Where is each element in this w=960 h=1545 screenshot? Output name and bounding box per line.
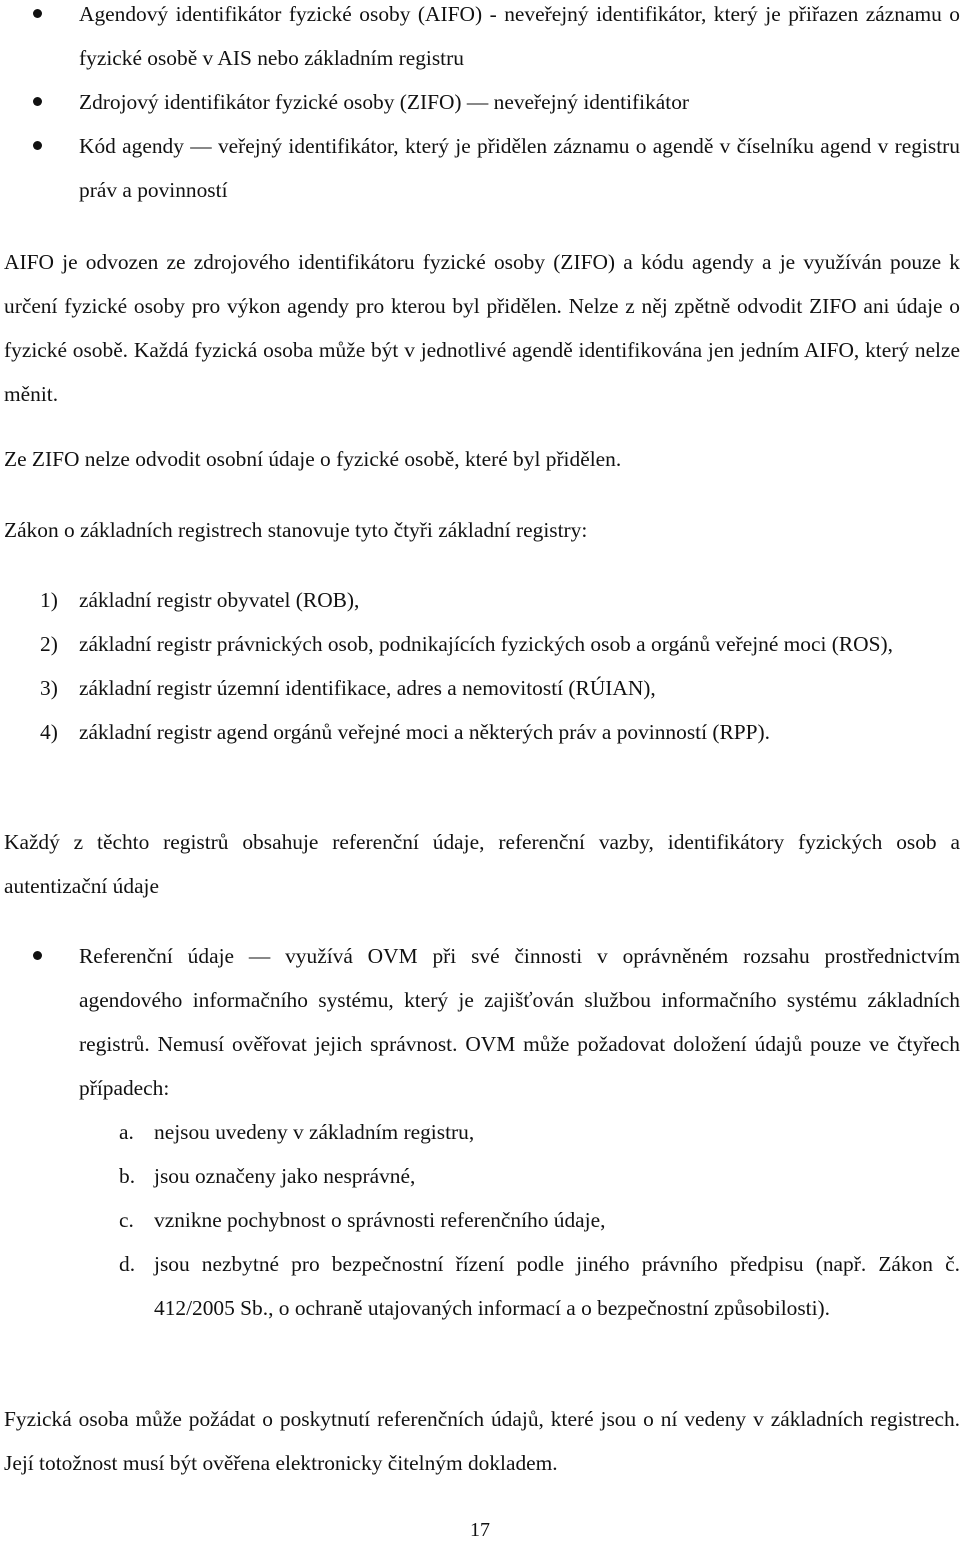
paragraph-zakon: Zákon o základních registrech stanovuje tyto čtyři základní registry: bbox=[4, 518, 588, 542]
registry-list bbox=[0, 578, 960, 754]
list-item bbox=[0, 124, 960, 212]
list-text: základní registr územní identifikace, adres a nemovitostí (RÚIAN), bbox=[79, 676, 656, 700]
list-letter: b. bbox=[119, 1164, 136, 1188]
bullet-text: Zdrojový identifikátor fyzické osoby (ZIFO) — neveřejný identifikátor bbox=[79, 90, 690, 114]
paragraph-aifo: AIFO je odvozen ze zdrojového identifikátoru fyzické osoby (ZIFO) a kódu agendy a je využíván pouze k určení fyzické osoby pro výkon agendy pro kterou byl přidělen. Nelze z něj zpětně odvodit ZIFO ani údaje o fyzické osobě. Každá fyzická osoba může být v jednotlivé agendě identifikována jen jedním AIFO, který nelze měnit. bbox=[4, 250, 960, 406]
list-item bbox=[0, 578, 960, 622]
list-item bbox=[0, 934, 960, 1330]
list-number: 4) bbox=[40, 720, 58, 744]
bullet-icon bbox=[33, 141, 42, 150]
bullet-text: Kód agendy — veřejný identifikátor, který je přidělen záznamu o agendě v číselníku agend v registru práv a povinností bbox=[79, 134, 960, 202]
bullet-icon bbox=[33, 97, 42, 106]
paragraph-zifo: Ze ZIFO nelze odvodit osobní údaje o fyzické osobě, které byl přidělen. bbox=[4, 447, 622, 471]
list-text: jsou nezbytné pro bezpečnostní řízení podle jiného právního předpisu (např. Zákon č. 412/2005 Sb., o ochraně utajovaných informací a o bezpečnostní způsobilosti). bbox=[154, 1252, 960, 1320]
identifier-bullet-list bbox=[0, 0, 960, 212]
list-item bbox=[79, 1110, 960, 1154]
list-text: základní registr obyvatel (ROB), bbox=[79, 588, 360, 612]
list-number: 1) bbox=[40, 588, 58, 612]
reference-data-bullet-list bbox=[0, 934, 960, 1330]
list-item bbox=[0, 666, 960, 710]
bullet-icon bbox=[33, 9, 42, 18]
list-letter: a. bbox=[119, 1120, 134, 1144]
list-item bbox=[0, 622, 960, 666]
list-letter: d. bbox=[119, 1252, 136, 1276]
page-number: 17 bbox=[470, 1519, 490, 1541]
list-text: vznikne pochybnost o správnosti referenčního údaje, bbox=[154, 1208, 606, 1232]
bullet-icon bbox=[33, 951, 42, 960]
paragraph-kazdy: Každý z těchto registrů obsahuje referenční údaje, referenční vazby, identifikátory fyzických osob a autentizační údaje bbox=[4, 830, 960, 898]
list-text: jsou označeny jako nesprávné, bbox=[154, 1164, 416, 1188]
list-item bbox=[0, 0, 960, 80]
paragraph-fyzicka-osoba: Fyzická osoba může požádat o poskytnutí referenčních údajů, které jsou o ní vedeny v základních registrech. Její totožnost musí být ověřena elektronicky čitelným dokladem. bbox=[4, 1407, 960, 1475]
cases-list bbox=[79, 1110, 960, 1330]
bullet-text: Referenční údaje — využívá OVM při své činnosti v oprávněném rozsahu prostřednictvím agendového informačního systému, který je zajišťován službou informačního systému základních registrů. Nemusí ověřovat jejich správnost. OVM může požadovat doložení údajů pouze ve čtyřech případech: bbox=[79, 944, 960, 1100]
list-item bbox=[0, 80, 960, 124]
list-item bbox=[0, 710, 960, 754]
list-number: 3) bbox=[40, 676, 58, 700]
list-item bbox=[79, 1242, 960, 1330]
list-text: nejsou uvedeny v základním registru, bbox=[154, 1120, 475, 1144]
bullet-text: Agendový identifikátor fyzické osoby (AIFO) - neveřejný identifikátor, který je přiřazen záznamu o fyzické osobě v AIS nebo základním registru bbox=[79, 2, 960, 70]
list-item bbox=[79, 1198, 960, 1242]
list-number: 2) bbox=[40, 632, 58, 656]
list-text: základní registr právnických osob, podnikajících fyzických osob a orgánů veřejné moci (ROS), bbox=[79, 632, 893, 656]
list-text: základní registr agend orgánů veřejné moci a některých práv a povinností (RPP). bbox=[79, 720, 771, 744]
list-item bbox=[79, 1154, 960, 1198]
list-letter: c. bbox=[119, 1208, 134, 1232]
